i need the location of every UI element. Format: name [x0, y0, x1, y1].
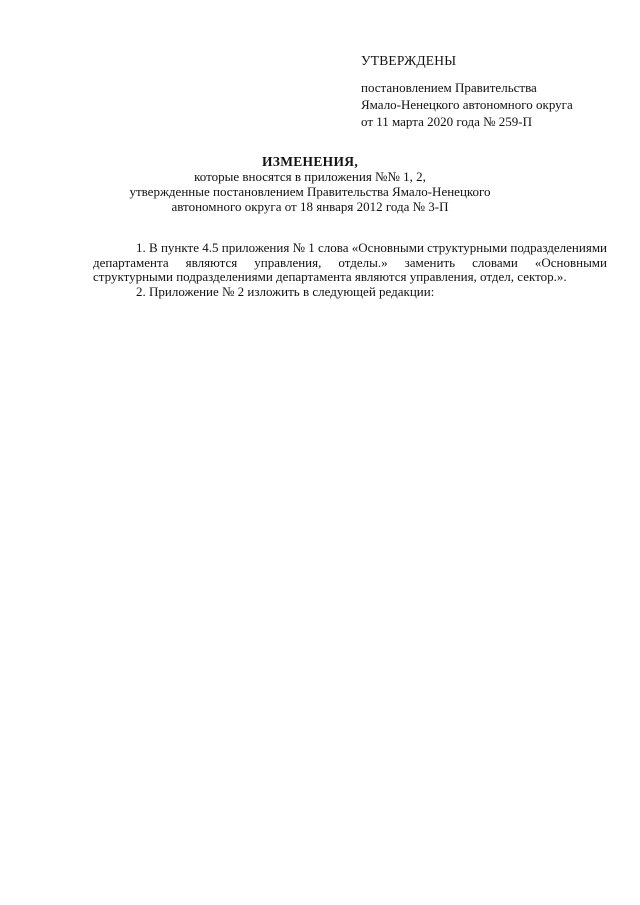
- title-line-1: которые вносятся в приложения №№ 1, 2,: [194, 169, 426, 184]
- approved-label: УТВЕРЖДЕНЫ: [361, 53, 457, 68]
- document-heading: ИЗМЕНЕНИЯ,: [261, 154, 358, 169]
- title-line-3: автономного округа от 18 января 2012 года № 3-П: [171, 199, 449, 214]
- paragraph-2: 2. Приложение № 2 изложить в следующей редакции:: [136, 283, 435, 299]
- document-title-block: [95, 154, 525, 214]
- approval-line-2: Ямало-Ненецкого автономного округа: [361, 97, 573, 112]
- paragraph-1: 1. В пункте 4.5 приложения № 1 слова «Основными структурными подразделениями департамента являются управления, отделы.» заменить словами «Основными структурными подразделениями департамента являются управления, отдел, сектор.».: [93, 240, 607, 285]
- approval-block: [361, 52, 601, 130]
- title-line-2: утвержденные постановлением Правительства Ямало-Ненецкого: [129, 184, 491, 199]
- approval-line-3: от 11 марта 2020 года № 259-П: [361, 114, 533, 129]
- approval-line-1: постановлением Правительства: [361, 80, 537, 95]
- document-body: [93, 241, 607, 299]
